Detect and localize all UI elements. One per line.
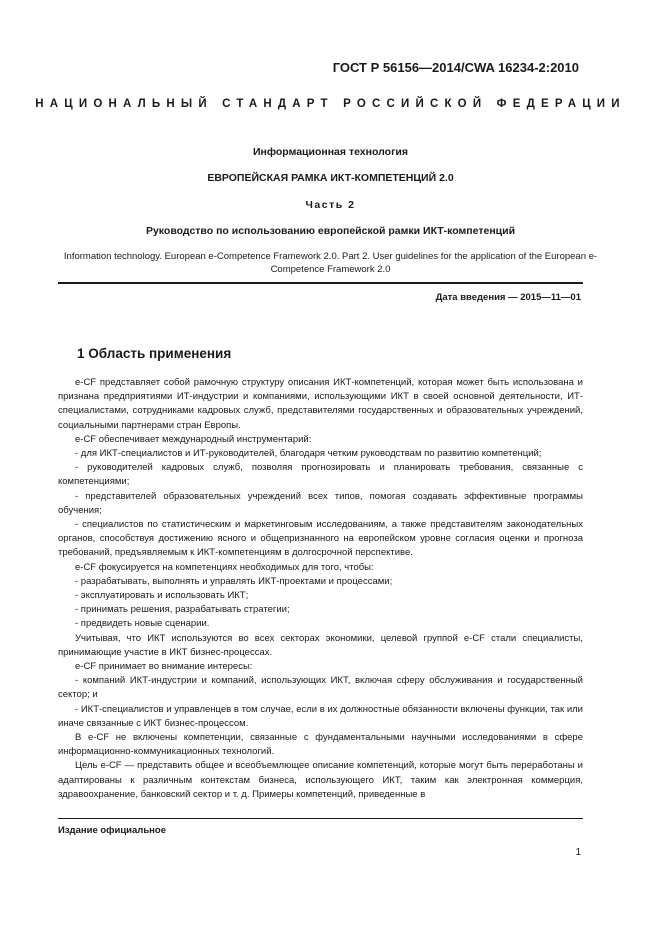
list-item: - представителей образовательных учреждений всех типов, помогая создавать эффективные программы обучения; [58, 490, 583, 516]
paragraph: Учитывая, что ИКТ используются во всех секторах экономики, целевой группой e-CF стали специалисты, принимающие участие в ИКТ бизнес-процессах. [58, 632, 583, 658]
list-item: - руководителей кадровых служб, позволяя прогнозировать и планировать требования, связанные с компетенциями; [58, 462, 583, 488]
english-title: Information technology. European e-Competence Framework 2.0. Part 2. User guidelines for the application of the European e-Competence Framework 2.0 [63, 251, 598, 275]
paragraph: В e-CF не включены компетенции, связанные с фундаментальными научными исследованиями в сфере информационно-коммуникационных технологий. [58, 732, 583, 758]
section-heading: 1 Область применения [77, 346, 232, 361]
paragraph: e-CF обеспечивает международный инструментарий: [75, 433, 312, 445]
national-standard-heading: НАЦИОНАЛЬНЫЙ СТАНДАРТ РОССИЙСКОЙ ФЕДЕРАЦИИ [35, 98, 626, 110]
paragraph: e-CF принимает во внимание интересы: [75, 661, 253, 673]
page-number: 1 [575, 847, 581, 858]
list-item: - разрабатывать, выполнять и управлять ИКТ-проектами и процессами; [75, 575, 393, 587]
title-line-1: Информационная технология [252, 146, 409, 158]
paragraph: e-CF фокусируется на компетенциях необходимых для того, чтобы: [75, 561, 374, 573]
title-part: Часть 2 [305, 199, 356, 211]
official-edition-label: Издание официальное [58, 825, 166, 836]
paragraph: e-CF представляет собой рамочную структуру описания ИКТ-компетенций, которая может быть использована и признана предприятиями ИТ-индустрии и компаниями, использующими ИКТ в своей основной деятельности, ИТ-специалистами, сотрудниками кадровых служб, представителями государственных и образовательных учреждений, социальными партнерами стран Европы. [58, 377, 583, 431]
list-item: - принимать решения, разрабатывать стратегии; [75, 604, 290, 616]
list-item: - для ИКТ-специалистов и ИТ-руководителей, благодаря четким руководствам по развитию компетенций; [75, 448, 542, 460]
list-item: - компаний ИКТ-индустрии и компаний, использующих ИКТ, включая сферу обслуживания и государственный сектор; и [58, 675, 583, 701]
list-item: - предвидеть новые сценарии. [75, 618, 210, 630]
standard-number: ГОСТ Р 56156—2014/CWA 16234-2:2010 [332, 60, 579, 75]
list-item: - эксплуатировать и использовать ИКТ; [75, 590, 249, 602]
list-item: - специалистов по статистическим и маркетинговым исследованиям, а также представителям законодательных органов, способствуя достижению ясного и общепризнанного на европейском уровне согласия оценки и прогноза требований, предъявляемым к ИКТ-компетенциям в долгосрочной перспективе. [58, 519, 583, 559]
footer-rule [58, 818, 583, 819]
list-item: - ИКТ-специалистов и управленцев в том случае, если в их должностные обязанности включены функции, так или иначе связанные с ИКТ бизнес-процессом. [58, 703, 583, 729]
paragraph: Цель e-CF — представить общее и всеобъемлющее описание компетенций, которые могут быть переработаны и адаптированы к различным контекстам бизнеса, использующего ИКТ, таким как электронная коммерция, здравоохранение, банковский сектор и т. д. Примеры компетенций, приведенные в [58, 760, 583, 800]
top-rule [58, 282, 583, 284]
introduction-date: Дата введения — 2015—11—01 [435, 292, 581, 303]
title-line-4: Руководство по использованию европейской рамки ИКТ-компетенций [145, 225, 516, 237]
title-line-2: ЕВРОПЕЙСКАЯ РАМКА ИКТ-КОМПЕТЕНЦИЙ 2.0 [207, 172, 454, 184]
section-body [58, 376, 583, 802]
